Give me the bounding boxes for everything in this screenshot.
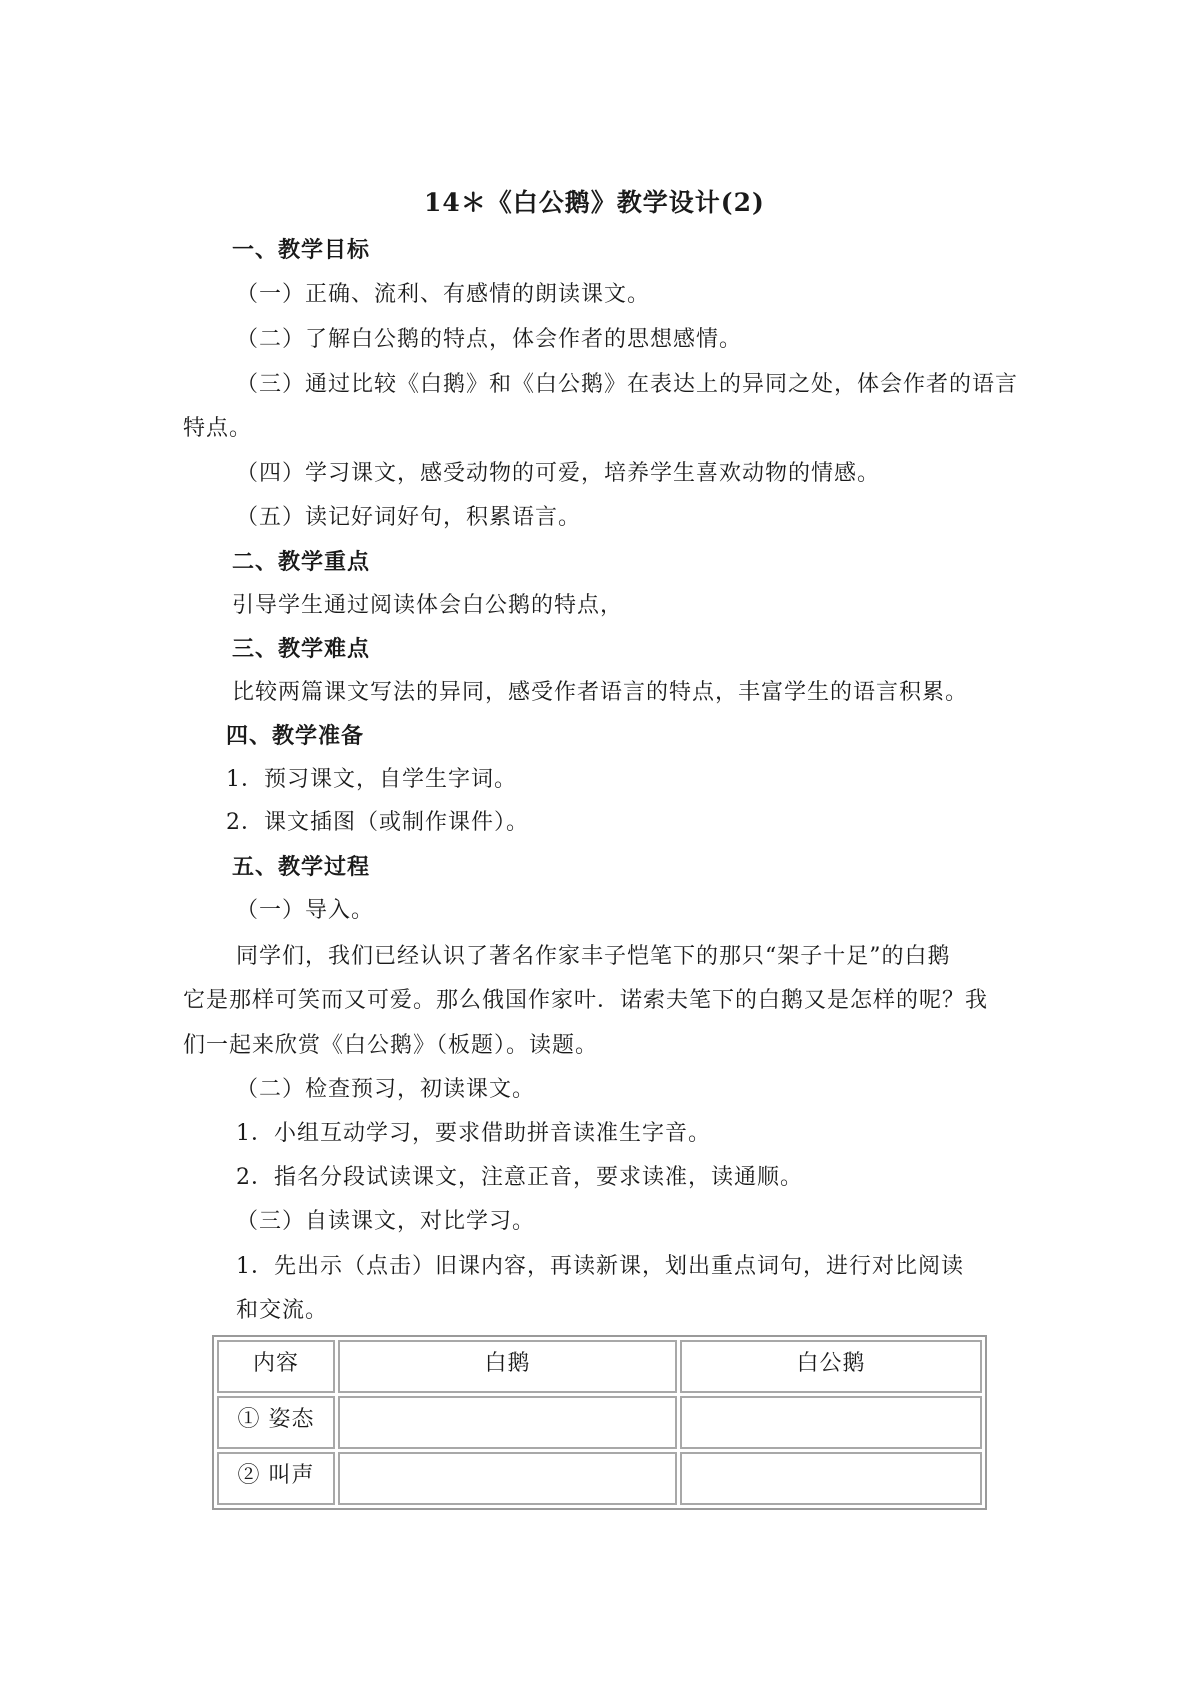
table-cell	[338, 1452, 677, 1505]
goal-item: （一）正确、流利、有感情的朗读课文。	[236, 282, 651, 307]
section-heading-prep: 四、教学准备	[226, 723, 365, 749]
process-line: （二）检查预习，初读课文。	[236, 1077, 536, 1102]
page-title: 14＊《白公鹅》教学设计(2)	[424, 188, 765, 217]
section-heading-goals: 一、教学目标	[232, 237, 371, 263]
prep-item: 2．课文插图（或制作课件）。	[226, 810, 529, 835]
table-row	[217, 1396, 982, 1449]
goal-item: （三）通过比较《白鹅》和《白公鹅》在表达上的异同之处，体会作者的语言	[236, 372, 1019, 397]
prep-item: 1．预习课文，自学生字词。	[226, 767, 517, 792]
table-cell	[680, 1452, 982, 1505]
process-line: 和交流。	[236, 1298, 329, 1323]
process-line: 同学们，我们已经认识了著名作家丰子恺笔下的那只“架子十足”的白鹅	[236, 944, 951, 969]
goal-item: （四）学习课文，感受动物的可爱，培养学生喜欢动物的情感。	[236, 461, 881, 486]
section-heading-focus: 二、教学重点	[232, 549, 371, 575]
goal-item: （五）读记好词好句，积累语言。	[236, 505, 582, 530]
table-header-row	[217, 1340, 982, 1393]
process-line: 们一起来欣赏《白公鹅》（板题）。读题。	[183, 1033, 599, 1058]
table-cell	[680, 1396, 982, 1449]
goal-item: （二）了解白公鹅的特点，体会作者的思想感情。	[236, 327, 743, 352]
section-heading-process: 五、教学过程	[232, 854, 371, 880]
focus-text: 引导学生通过阅读体会白公鹅的特点，	[232, 593, 624, 618]
table-header-cell: 白公鹅	[680, 1340, 982, 1393]
table-cell: ① 姿态	[217, 1396, 335, 1449]
process-line: 1．小组互动学习，要求借助拼音读准生字音。	[236, 1121, 711, 1146]
process-line: （一）导入。	[236, 898, 375, 923]
process-line: 它是那样可笑而又可爱。那么俄国作家叶．诺索夫笔下的白鹅又是怎样的呢？我	[183, 988, 989, 1013]
process-line: 2．指名分段试读课文，注意正音，要求读准，读通顺。	[236, 1165, 803, 1190]
table-header-cell: 内容	[217, 1340, 335, 1393]
difficulty-text: 比较两篇课文写法的异同，感受作者语言的特点，丰富学生的语言积累。	[232, 680, 969, 705]
table-header-cell: 白鹅	[338, 1340, 677, 1393]
comparison-table	[212, 1335, 987, 1510]
process-line: 1．先出示（点击）旧课内容，再读新课，划出重点词句，进行对比阅读	[236, 1254, 964, 1279]
table-cell	[338, 1396, 677, 1449]
process-line: （三）自读课文，对比学习。	[236, 1209, 536, 1234]
table-row	[217, 1452, 982, 1505]
section-heading-difficulty: 三、教学难点	[232, 636, 371, 662]
table-cell: ② 叫声	[217, 1452, 335, 1505]
goal-item-continuation: 特点。	[183, 416, 253, 441]
